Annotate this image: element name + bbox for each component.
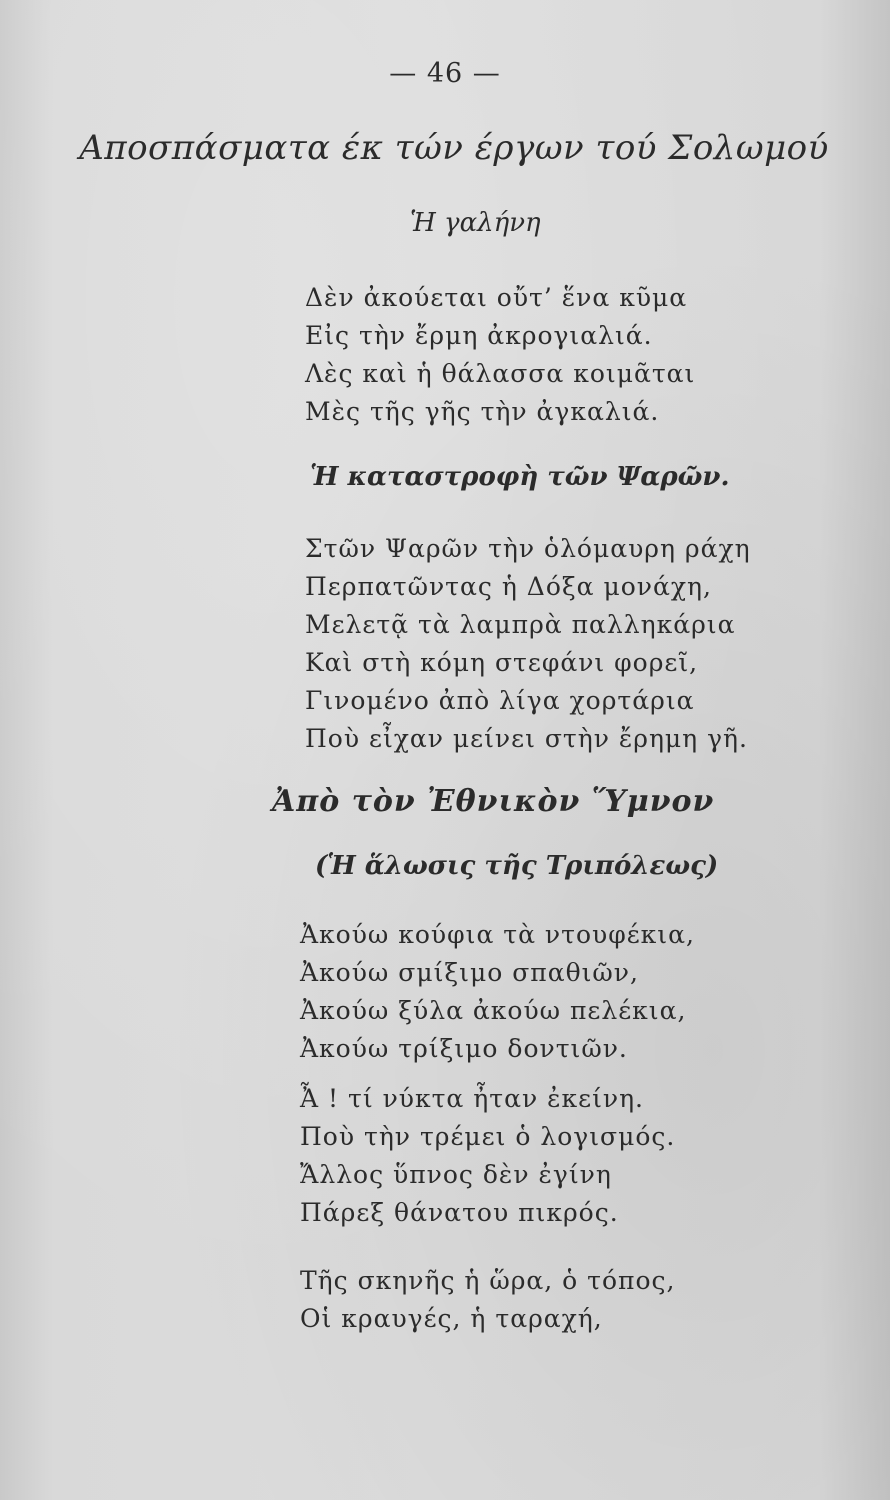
verse-line: Ἀκούω ξύλα ἀκούω πελέκια, (300, 996, 687, 1025)
section-heading-galini: Ἡ γαλήνη (410, 208, 541, 238)
section-subheading-tripoli: (Ἡ ἅλωσις τῆς Τριπόλεως) (315, 851, 719, 881)
poem-stanza (300, 1262, 676, 1338)
verse-line: Δὲν ἀκούεται οὔτ’ ἕνα κῦμα (305, 283, 688, 312)
verse-line: Περπατῶντας ἡ Δόξα μονάχη, (305, 572, 712, 601)
verse-line: Μὲς τῆς γῆς τὴν ἀγκαλιά. (305, 397, 660, 426)
verse-line: Ποὺ τὴν τρέμει ὁ λογισμός. (300, 1122, 676, 1151)
verse-line: Εἰς τὴν ἔρμη ἀκρογιαλιά. (305, 321, 653, 350)
section-heading-hymn: Ἀπὸ τὸν Ἐθνικὸν Ὕμνον (272, 784, 715, 819)
poem-stanza (305, 530, 751, 758)
verse-line: Γινομένο ἀπὸ λίγα χορτάρια (305, 686, 695, 715)
section-heading-psara: Ἡ καταστροφὴ τῶν Ψαρῶν. (310, 462, 730, 492)
page-title: Αποσπάσματα έκ τών έργων τού Σολωμού (79, 128, 829, 168)
verse-line: Καὶ στὴ κόμη στεφάνι φορεῖ, (305, 648, 699, 677)
poem-stanza (305, 279, 695, 431)
page-number: — 46 — (389, 58, 501, 89)
verse-line: Ἀκούω κούφια τὰ ντουφέκια, (300, 920, 695, 949)
verse-line: Πάρεξ θάνατου πικρός. (300, 1198, 619, 1227)
verse-line: Τῆς σκηνῆς ἡ ὥρα, ὁ τόπος, (300, 1266, 676, 1295)
verse-line: Οἱ κραυγές, ἡ ταραχή, (300, 1304, 603, 1333)
poem-stanza (300, 916, 695, 1068)
verse-line: Στῶν Ψαρῶν τὴν ὁλόμαυρη ράχη (305, 534, 751, 563)
poem-stanza (300, 1080, 675, 1232)
verse-line: Ποὺ εἶχαν μείνει στὴν ἔρημη γῆ. (305, 724, 748, 753)
verse-line: Ἄλλος ὕπνος δὲν ἐγίνη (300, 1160, 612, 1189)
verse-line: Ἀκούω τρίξιμο δοντιῶν. (300, 1034, 628, 1063)
verse-line: Λὲς καὶ ἡ θάλασσα κοιμᾶται (305, 359, 696, 388)
verse-line: Ἀκούω σμίξιμο σπαθιῶν, (300, 958, 639, 987)
verse-line: Μελετᾷ τὰ λαμπρὰ παλληκάρια (305, 610, 736, 639)
verse-line: Ἆ ! τί νύκτα ἦταν ἐκείνη. (300, 1084, 645, 1113)
